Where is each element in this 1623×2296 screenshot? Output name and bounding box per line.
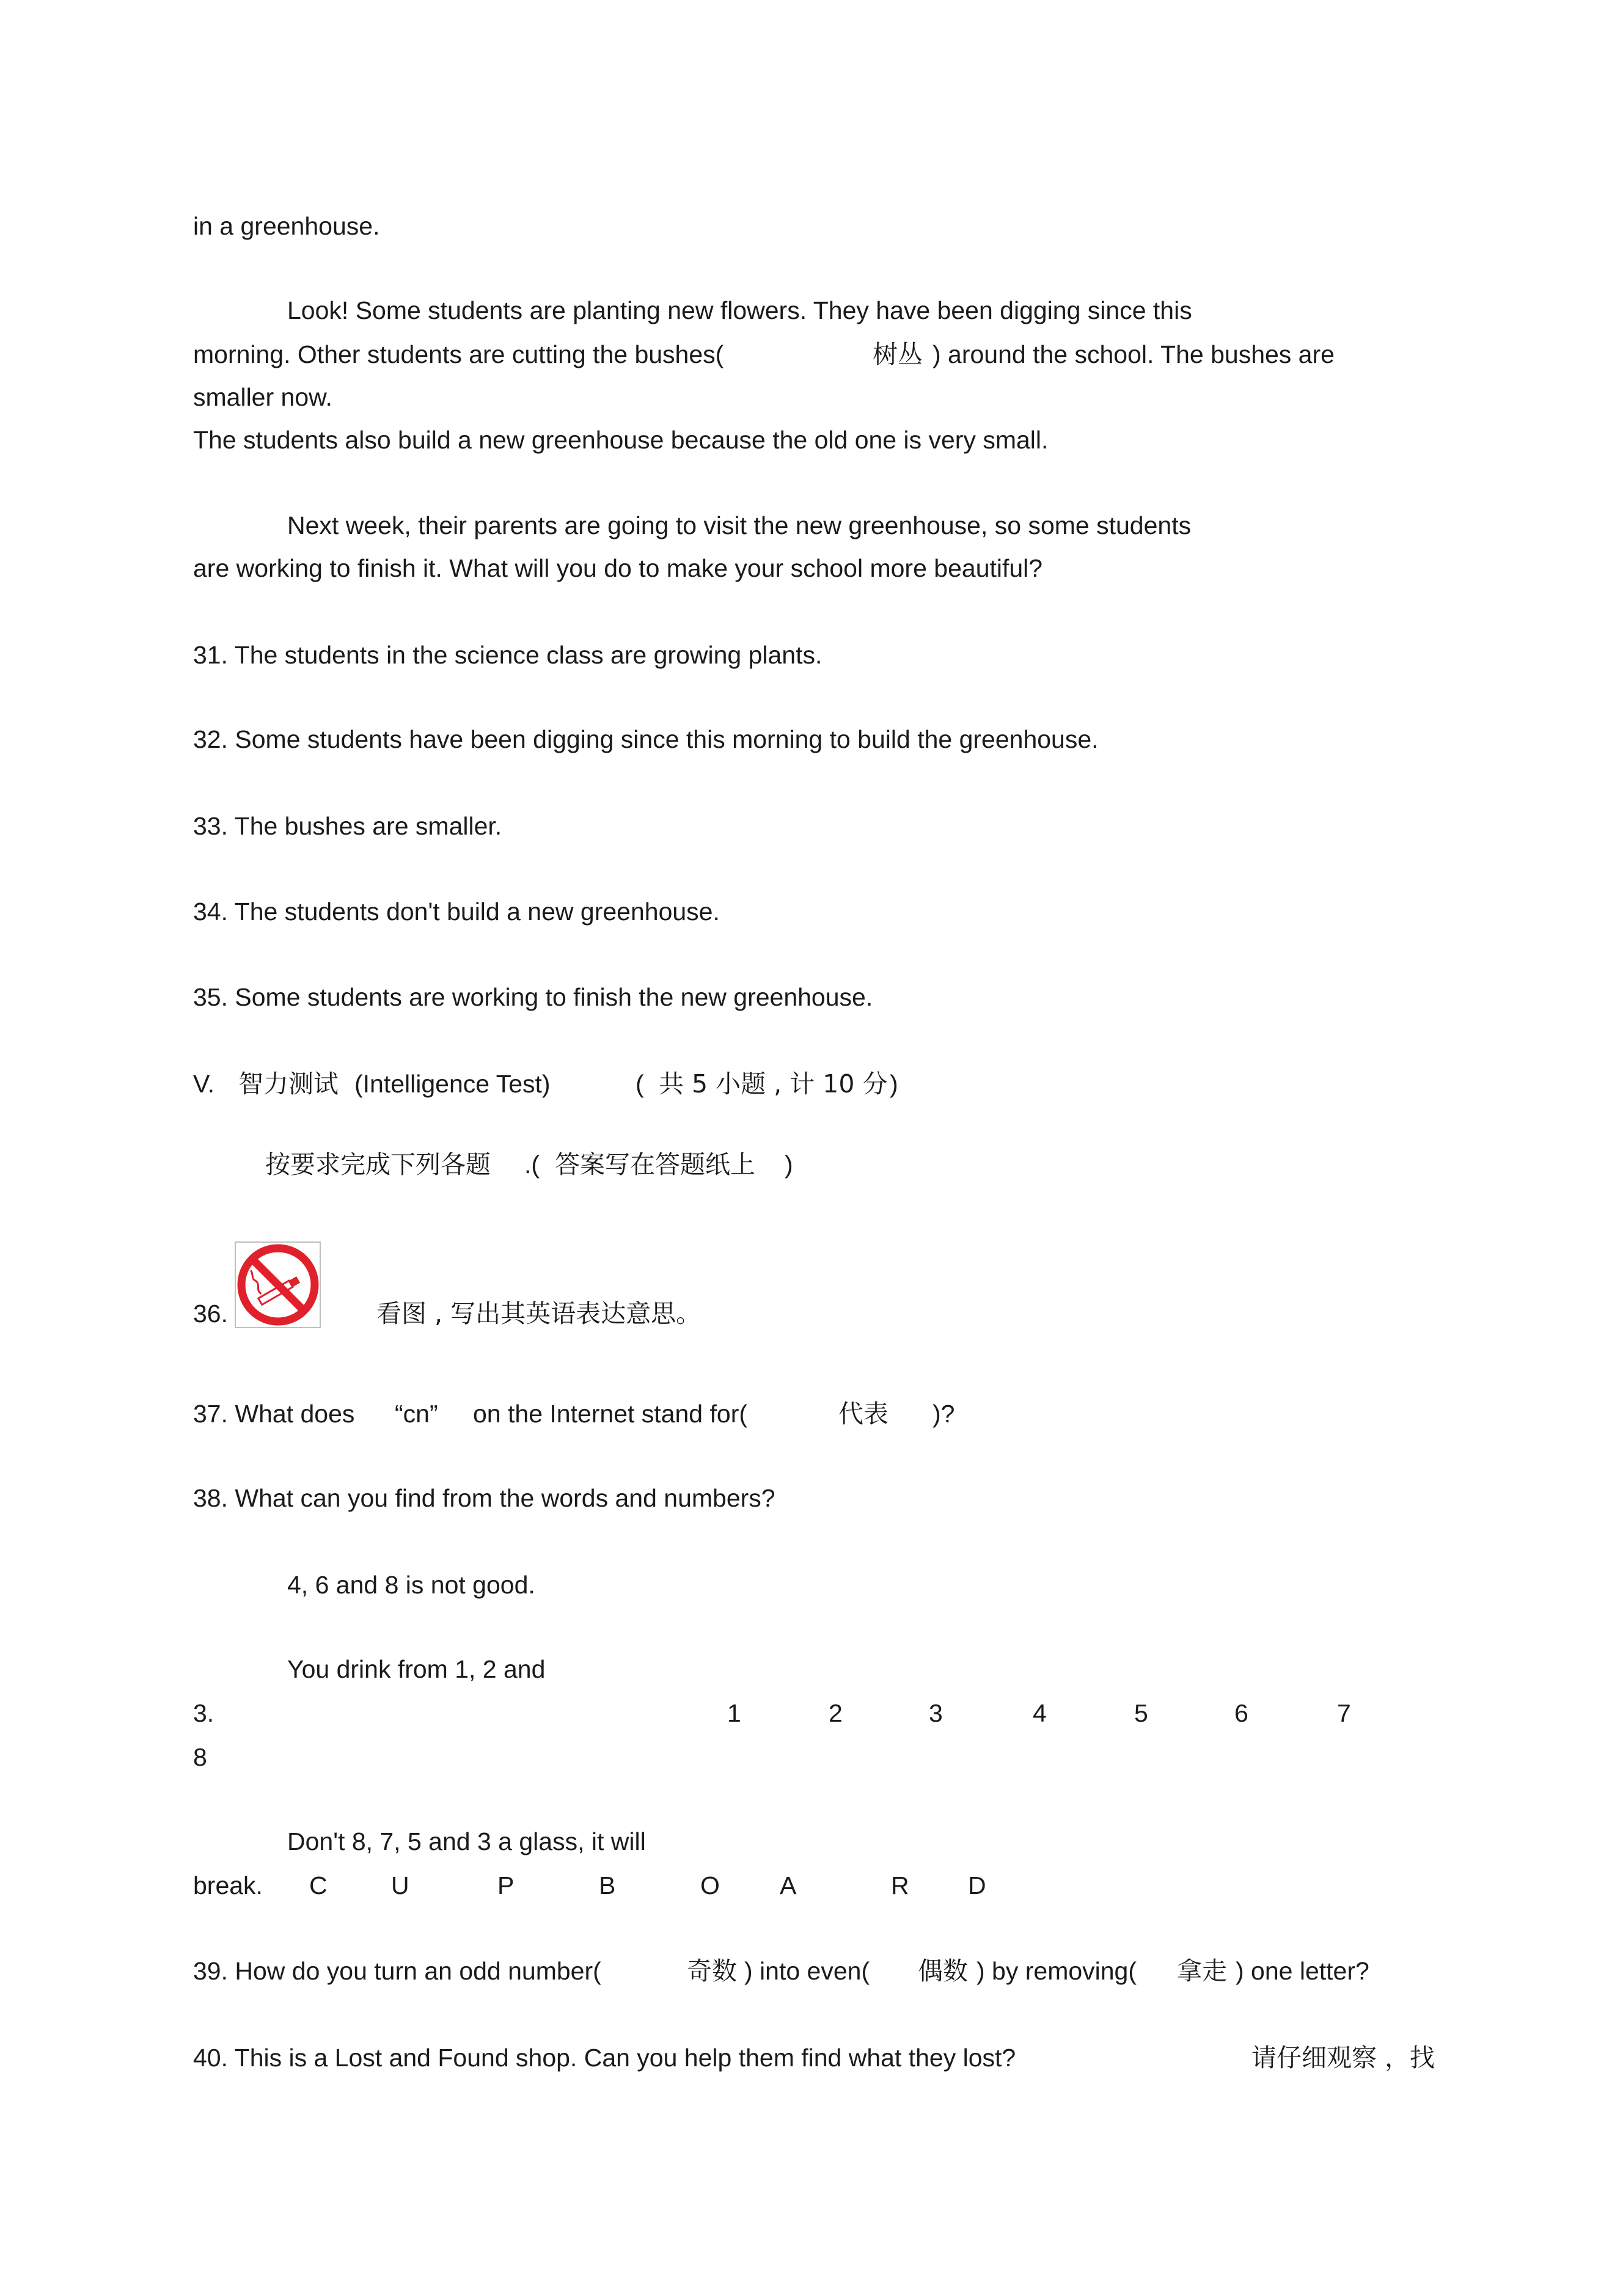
score-open: ( [636,1070,644,1098]
passage-line: Next week, their parents are going to visit the new greenhouse, so some students [287,511,1192,539]
instruction-close: ) [785,1150,793,1179]
question-39: 39. How do you turn an odd number( [193,1957,601,1985]
number-label: 4 [1033,1699,1047,1727]
question-39: ) into even( [744,1957,870,1985]
question-37-quote: “cn” [395,1400,438,1428]
question-35: 35. Some students are working to finish the new greenhouse. [193,983,873,1011]
passage-line: The students also build a new greenhouse because the old one is very small. [193,426,1049,454]
letter-label: C [309,1871,328,1899]
letter-label: P [497,1871,515,1899]
question-37: 37. What does [193,1400,355,1428]
passage-line: are working to finish it. What will you do to make your school more beautiful? [193,554,1043,582]
clue-3: Don't 8, 7, 5 and 3 a glass, it will [287,1827,646,1855]
instruction-mid: .( [524,1150,540,1179]
number-label: 2 [829,1699,843,1727]
no-smoking-icon [235,1241,321,1328]
instruction-cn: 按要求完成下列各题 [265,1150,491,1179]
section-numeral: V. [193,1070,214,1098]
question-40-cn: 请仔细观察 ，找 [1251,2043,1435,2072]
number-label: 3 [929,1699,943,1727]
section-score: 共 5 小题 , 计 10 分 [659,1069,888,1099]
passage-line: Look! Some students are planting new flowers. They have been digging since this [287,296,1192,324]
letter-label: U [391,1871,409,1899]
number-label: 7 [1337,1699,1351,1727]
question-37-gloss: 代表 [838,1399,888,1428]
passage-line: morning. Other students are cutting the bushes( [193,340,724,368]
number-label: 5 [1134,1699,1148,1727]
question-39-gloss: 偶数 [918,1956,968,1986]
number-label: 1 [727,1699,741,1727]
number-label: 8 [193,1743,207,1771]
passage-gloss: 树丛 [873,340,923,369]
question-37: on the Internet stand for( [473,1400,747,1428]
letter-label: A [780,1871,797,1899]
question-39: ) by removing( [976,1957,1137,1985]
question-32: 32. Some students have been digging since this morning to build the greenhouse. [193,725,1099,753]
instruction-cn-2: 答案写在答题纸上 [555,1150,755,1179]
question-31: 31. The students in the science class are growing plants. [193,641,822,669]
question-37-end: )? [932,1400,955,1428]
score-close: ) [890,1070,898,1098]
section-title-cn: 智力测试 [238,1069,339,1099]
clue-2: You drink from 1, 2 and [287,1655,546,1683]
clue-1: 4, 6 and 8 is not good. [287,1571,535,1599]
letter-label: R [891,1871,909,1899]
question-36-number: 36. [193,1300,228,1328]
question-33: 33. The bushes are smaller. [193,812,502,840]
letter-label: B [599,1871,616,1899]
letter-label: O [700,1871,720,1899]
question-39-gloss: 拿走 [1177,1956,1227,1986]
question-36-text: 看图 , 写出其英语表达意思。 [376,1299,702,1328]
passage-line: smaller now. [193,383,332,411]
question-38: 38. What can you find from the words and numbers? [193,1484,775,1512]
clue-2-end: 3. [193,1699,214,1727]
passage-line: ) around the school. The bushes are [932,340,1335,368]
question-34: 34. The students don't build a new greenhouse. [193,898,720,926]
question-39-gloss: 奇数 [687,1956,737,1986]
question-39-end: ) one letter? [1236,1957,1369,1985]
letter-label: D [968,1871,986,1899]
question-40: 40. This is a Lost and Found shop. Can you help them find what they lost? [193,2044,1016,2072]
passage-line: in a greenhouse. [193,212,380,240]
clue-3-end: break. [193,1871,263,1899]
number-label: 6 [1234,1699,1248,1727]
section-title-en: (Intelligence Test) [354,1070,551,1098]
